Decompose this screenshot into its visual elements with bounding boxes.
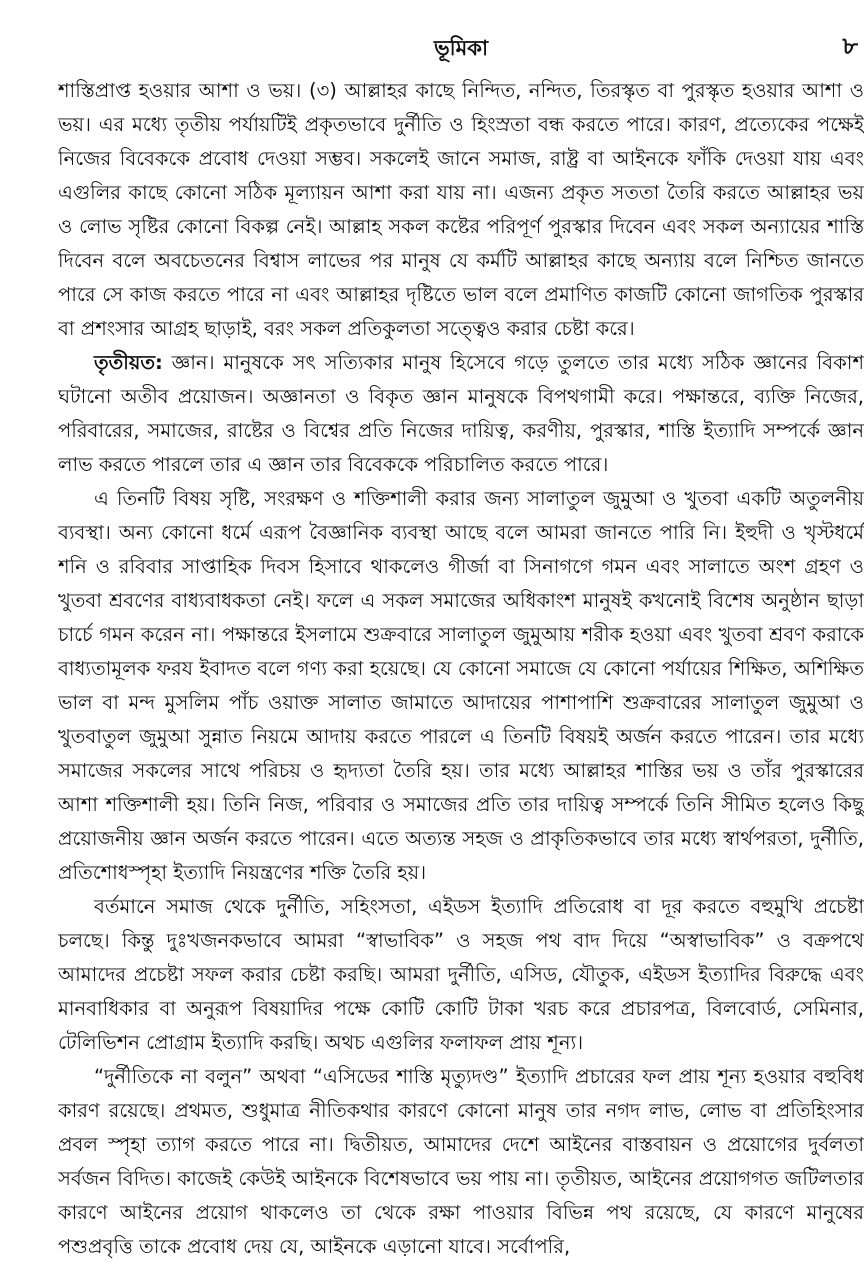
paragraph — [58, 482, 864, 890]
paragraph — [58, 346, 864, 482]
paragraph-text: শাস্তিপ্রাপ্ত হওয়ার আশা ও ভয়। (৩) আল্লাহর কাছে নিন্দিত, নন্দিত, তিরস্কৃত বা পুরস্কৃত হওয়ার আশা ও ভয়। এর মধ্যে তৃতীয় পর্যায়টিই প্রকৃতভাবে দুর্নীতি ও হিংস্রতা বন্ধ করতে পারে। কারণ, প্রত্যেকের পক্ষেই নিজের বিবেককে প্রবোধ দেওয়া সম্ভব। সকলেই জানে সমাজ, রাষ্ট্র বা আইনকে ফাঁকি দেওয়া যায় এবং এগুলির কাছে কোনো সঠিক মূল্যায়ন আশা করা যায় না। এজন্য প্রকৃত সততা তৈরি করতে আল্লাহর ভয় ও লোভ সৃষ্টির কোনো বিকল্প নেই। আল্লাহ সকল কষ্টের পরিপূর্ণ পুরস্কার দিবেন এবং সকল অন্যায়ের শাস্তি দিবেন বলে অবচেতনের বিশ্বাস লাভের পর মানুষ যে কর্মটি আল্লাহর কাছে অন্যায় বলে নিশ্চিত জানতে পারে সে কাজ করতে পারে না এবং আল্লাহর দৃষ্টিতে ভাল বলে প্রমাণিত কাজটি কোনো জাগতিক পুরস্কার বা প্রশংসার আগ্রহ ছাড়াই, বরং সকল প্রতিকুলতা সত্ত্বেও করার চেষ্টা করে। — [58, 79, 864, 340]
book-page — [58, 22, 864, 1270]
paragraph — [58, 1060, 864, 1264]
paragraph — [58, 74, 864, 346]
paragraph-text: বর্তমানে সমাজ থেকে দুর্নীতি, সহিংসতা, এইডস ইত্যাদি প্রতিরোধ বা দূর করতে বহুমুখি প্রচেষ্টা চলছে। কিন্তু দুঃখজনকভাবে আমরা “স্বাভাবিক” ও সহজ পথ বাদ দিয়ে “অস্বাভাবিক” ও বক্রপথে আমাদের প্রচেষ্টা সফল করার চেষ্টা করছি। আমরা দুর্নীতি, এসিড, যৌতুক, এইডস ইত্যাদির বিরুদ্ধে এবং মানবাধিকার বা অনুরূপ বিষয়াদির পক্ষে কোটি কোটি টাকা খরচ করে প্রচারপত্র, বিলবোর্ড, সেমিনার, টেলিভিশন প্রোগ্রাম ইত্যাদি করছি। অথচ এগুলির ফলাফল প্রায় শূন্য। — [58, 895, 864, 1054]
page-header — [58, 22, 864, 74]
paragraph-text: এ তিনটি বিষয় সৃষ্টি, সংরক্ষণ ও শক্তিশালী করার জন্য সালাতুল জুমুআ ও খুতবা একটি অতুলনীয় ব্যবস্থা। অন্য কোনো ধর্মে এরূপ বৈজ্ঞানিক ব্যবস্থা আছে বলে আমরা জানতে পারি নি। ইহুদী ও খৃস্টধর্মে শনি ও রবিবার সাপ্তাহিক দিবস হিসাবে থাকলেও গীর্জা বা সিনাগগে গমন এবং সালাতে অংশ গ্রহণ ও খুতবা শ্রবণের বাধ্যবাধকতা নেই। ফলে এ সকল সমাজের অধিকাংশ মানুষই কখনোই বিশেষ অনুষ্ঠান ছাড়া চার্চে গমন করেন না। পক্ষান্তরে ইসলামে শুক্রবারে সালাতুল জুমুআয় শরীক হওয়া এবং খুতবা শ্রবণ করাকে বাধ্যতামূলক ফরয ইবাদত বলে গণ্য করা হয়েছে। যে কোনো সমাজে যে কোনো পর্যায়ের শিক্ষিত, অশিক্ষিত ভাল বা মন্দ মুসলিম পাঁচ ওয়াক্ত সালাত জামাতে আদায়ের পাশাপাশি শুক্রবারের সালাতুল জুমুআ ও খুতবাতুল জুমুআ সুন্নাত নিয়মে আদায় করতে পারলে এ তিনটি বিষয়ই অর্জন করতে পারেন। তার মধ্যে সমাজের সকলের সাথে পরিচয় ও হৃদ্যতা তৈরি হয়। তার মধ্যে আল্লাহর শাস্তির ভয় ও তাঁর পুরস্কারের আশা শক্তিশালী হয়। তিনি নিজ, পরিবার ও সমাজের প্রতি তার দায়িত্ব সম্পর্কে তিনি সীমিত হলেও কিছু প্রয়োজনীয় জ্ঞান অর্জন করতে পারেন। এতে অত্যন্ত সহজ ও প্রাকৃতিকভাবে তার মধ্যে স্বার্থপরতা, দুর্নীতি, প্রতিশোধস্পৃহা ইত্যাদি নিয়ন্ত্রণের শক্তি তৈরি হয়। — [58, 487, 864, 884]
page-number: ৮ — [842, 32, 858, 60]
paragraph-lead: তৃতীয়ত: — [94, 351, 163, 374]
paragraph — [58, 890, 864, 1060]
paragraph-text: জ্ঞান। মানুষকে সৎ সত্যিকার মানুষ হিসেবে গড়ে তুলতে তার মধ্যে সঠিক জ্ঞানের বিকাশ ঘটানো অতীব প্রয়োজন। অজ্ঞানতা ও বিকৃত জ্ঞান মানুষকে বিপথগামী করে। পক্ষান্তরে, ব্যক্তি নিজের, পরিবারের, সমাজের, রাষ্টের ও বিশ্বের প্রতি নিজের দায়িত্ব, করণীয়, পুরস্কার, শাস্তি ইত্যাদি সম্পর্কে জ্ঞান লাভ করতে পারলে তার এ জ্ঞান তার বিবেককে পরিচালিত করতে পারে। — [58, 351, 864, 476]
body-text — [58, 74, 864, 1264]
chapter-title: ভূমিকা — [433, 36, 489, 60]
paragraph-text: “দুর্নীতিকে না বলুন” অথবা “এসিডের শাস্তি মৃত্যুদণ্ড” ইত্যাদি প্রচারের ফল প্রায় শূন্য হওয়ার বহুবিধ কারণ রয়েছে। প্রথমত, শুধুমাত্র নীতিকথার কারণে কোনো মানুষ তার নগদ লাভ, লোভ বা প্রতিহিংসার প্রবল স্পৃহা ত্যাগ করতে পারে না। দ্বিতীয়ত, আমাদের দেশে আইনের বাস্তবায়ন ও প্রয়োগের দুর্বলতা সর্বজন বিদিত। কাজেই কেউই আইনকে বিশেষভাবে ভয় পায় না। তৃতীয়ত, আইনের প্রয়োগগত জটিলতার কারণে আইনের প্রয়োগ থাকলেও তা থেকে রক্ষা পাওয়ার বিভিন্ন পথ রয়েছে, যে কারণে মানুষের পশুপ্রবৃত্তি তাকে প্রবোধ দেয় যে, আইনকে এড়ানো যাবে। সর্বোপরি, — [58, 1065, 864, 1258]
